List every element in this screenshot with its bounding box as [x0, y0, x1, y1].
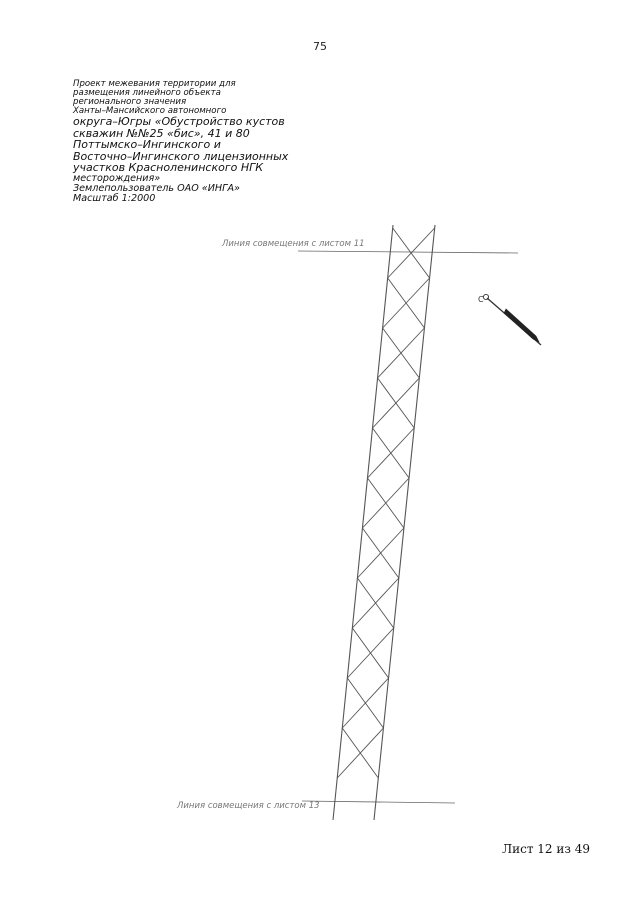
title-line-7: Поттымско–Ингинского и: [73, 138, 221, 152]
title-line-3: регионального значения: [73, 97, 187, 108]
corridor-right-edge: [374, 225, 435, 820]
corridor-left-edge: [333, 225, 393, 820]
hatch-line: [388, 228, 435, 278]
title-line-5: округа–Югры «Обустройство кустов: [73, 115, 285, 129]
hatch-line: [362, 478, 409, 528]
north-arrow-label: С: [478, 295, 484, 304]
north-arrow: [478, 294, 541, 345]
hatch-line: [367, 428, 414, 478]
title-line-9: участков Красноленинского НГК: [73, 161, 264, 175]
title-line-11: Землепользователь ОАО «ИНГА»: [73, 182, 240, 194]
match-line-bottom: [302, 801, 455, 803]
sheet-number: Лист 12 из 49: [502, 842, 590, 856]
title-line-8: Восточно–Ингинского лицензионных: [73, 149, 289, 163]
hatch-line: [337, 728, 383, 778]
hatch-line: [347, 628, 393, 678]
hatch-line: [352, 578, 398, 628]
match-line-top: [298, 251, 518, 253]
title-line-1: Проект межевания территории для: [73, 79, 236, 89]
hatch-line: [342, 678, 388, 728]
corridor-hatching: [337, 228, 434, 778]
title-line-2: размещения линейного объекта: [73, 88, 221, 99]
match-line-top-label: Линия совмещения с листом 11: [222, 239, 365, 249]
hatch-line: [357, 528, 404, 578]
hatch-line: [383, 278, 430, 328]
title-line-12: Масштаб 1:2000: [73, 192, 156, 204]
hatch-line: [373, 378, 420, 428]
title-line-10: месторождения»: [73, 172, 161, 184]
match-line-bottom-label: Линия совмещения с листом 13: [177, 801, 320, 811]
title-line-4: Ханты–Мансийского автономного: [73, 106, 227, 117]
title-line-6: скважин №№25 «бис», 41 и 80: [73, 126, 250, 140]
page-number: 75: [313, 40, 327, 53]
hatch-line: [378, 328, 425, 378]
